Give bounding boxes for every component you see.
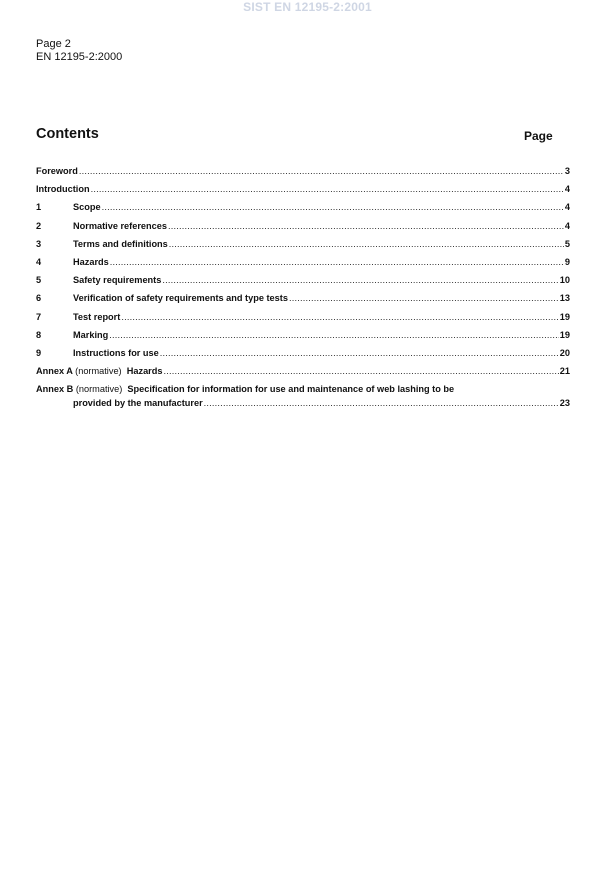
toc-leader-dots [102,202,564,212]
toc-leader-dots [79,166,564,176]
toc-entry-foreword[interactable] [36,166,570,184]
contents-heading: Contents [36,126,99,142]
toc-entry-6[interactable] [36,293,570,311]
toc-entry-annex-a[interactable] [36,366,570,384]
annex-type: (normative) [75,366,122,377]
toc-leader-dots [160,348,559,358]
toc-label: Hazards [73,256,109,267]
toc-page-number: 9 [564,256,570,267]
toc-label: Hazards [126,366,163,377]
watermark: SIST EN 12195-2:2001 [243,0,372,14]
toc-label: Test report [73,311,121,322]
toc-page-number: 3 [564,166,570,176]
toc-entry-8[interactable] [36,330,570,348]
toc-page-number: 20 [559,347,570,358]
toc-clause-number: 6 [36,293,42,304]
toc-clause-number: 9 [36,347,42,358]
toc-clause-number: 1 [36,202,42,213]
annex-type: (normative) [75,384,123,395]
toc-clause-number: 5 [36,275,42,286]
annex-b-line-1 [36,384,570,398]
toc-label: Foreword [36,166,78,176]
toc-entry-3[interactable] [36,239,570,257]
toc-clause-number: 2 [36,220,42,231]
toc-label: Scope [73,202,101,213]
toc-leader-dots [91,184,564,194]
toc-leader-dots [109,330,559,340]
toc-annex-prefix [36,366,162,376]
annex-letter: Annex A [36,366,73,377]
toc-page-number: 19 [559,329,570,340]
toc-page-number: 23 [559,398,570,409]
toc-entry-annex-b[interactable] [36,384,570,412]
toc-entry-5[interactable] [36,275,570,293]
toc-page-number: 10 [559,275,570,286]
toc-label: Safety requirements [73,275,162,286]
page-column-heading: Page [524,129,553,143]
toc-label: Instructions for use [73,347,159,358]
toc-label: Specification for information for use and maintenance of web lashing to be [127,384,455,395]
toc-entry-2[interactable] [36,221,570,239]
toc-page-number: 4 [564,184,570,195]
toc-page-number: 13 [559,293,570,304]
toc-clause-number: 4 [36,256,42,267]
toc-entry-1[interactable] [36,202,570,220]
page-header [36,38,122,64]
toc-leader-dots [289,293,559,303]
toc-entry-introduction[interactable] [36,184,570,202]
annex-letter: Annex B [36,384,74,395]
toc-entry-4[interactable] [36,257,570,275]
annex-b-line-2 [36,398,570,412]
toc-page-number: 4 [564,202,570,213]
page-number-line: Page 2 [36,38,71,50]
toc-page-number: 4 [564,220,570,231]
toc-leader-dots [110,257,564,267]
toc-leader-dots [169,239,564,249]
toc-page-number: 19 [559,311,570,322]
toc-clause-number: 3 [36,238,42,249]
toc-label: Normative references [73,220,167,231]
toc-label: Verification of safety requirements and type tests [73,293,288,304]
document-id-line: EN 12195-2:2000 [36,51,123,63]
toc-label: Marking [73,329,109,340]
toc-leader-dots [162,275,558,285]
toc-leader-dots [168,221,564,231]
toc-leader-dots [163,366,558,376]
toc-label: Introduction [36,184,90,195]
toc-leader-dots [204,398,559,408]
toc-clause-number: 8 [36,329,42,340]
toc-entry-9[interactable] [36,348,570,366]
toc-entry-7[interactable] [36,312,570,330]
toc-label: Terms and definitions [73,238,168,249]
toc-clause-number: 7 [36,311,42,322]
toc-annex-prefix [36,384,454,394]
toc-page-number: 5 [564,238,570,249]
toc-leader-dots [121,312,558,322]
toc-page-number: 21 [559,366,570,377]
toc-label-continued: provided by the manufacturer [73,398,203,409]
table-of-contents [36,166,570,412]
